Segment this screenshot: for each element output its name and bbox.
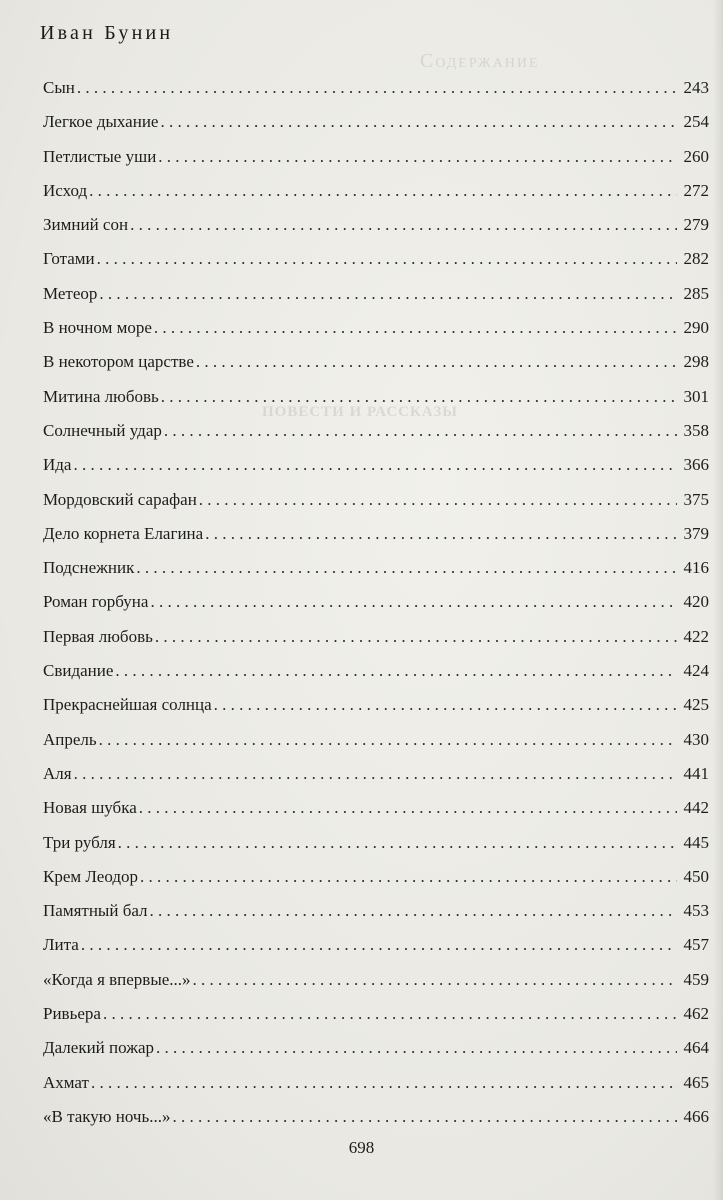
toc-entry [43,311,709,345]
toc-leader-dots [73,448,677,482]
toc-entry-page: 243 [683,78,709,97]
toc-entry-title: Роман горбуна [43,592,149,612]
toc-entry [43,928,709,962]
toc-entry-title: Ида [43,455,72,475]
toc-entry [43,860,709,894]
toc-entry-page: 375 [683,489,709,509]
toc-leader-dots [156,1031,677,1065]
toc-entry-page: 416 [683,558,709,578]
toc-leader-dots [139,791,677,825]
toc-entry-page: 301 [683,386,709,406]
toc-entry [43,242,709,276]
toc-entry-page: 298 [683,352,709,372]
toc-entry-title: Сын [43,78,75,97]
toc-entry-title: Свидание [43,661,114,681]
toc-entry [43,174,709,208]
toc-entry-title: Апрель [43,729,97,749]
toc-entry-page: 290 [683,318,709,338]
page-number: 698 [348,1138,375,1157]
toc-entry-page: 466 [683,1106,709,1126]
toc-leader-dots [77,71,677,105]
toc-entry [43,1100,709,1134]
toc-leader-dots [205,517,677,551]
toc-entry-title: Лита [43,935,79,955]
toc-entry-page: 457 [683,935,709,955]
toc-entry-title: Крем Леодор [43,866,139,886]
toc-leader-dots [118,826,677,860]
toc-entry [43,71,709,105]
toc-leader-dots [91,1066,677,1100]
toc-leader-dots [172,1100,677,1134]
toc-leader-dots [81,928,677,962]
toc-entry [43,723,709,757]
toc-leader-dots [214,688,677,722]
toc-leader-dots [160,105,677,139]
toc-leader-dots [74,757,677,791]
bleed-through-heading: Содержание [420,50,540,72]
toc-entry-page: 465 [683,1072,709,1092]
toc-entry [43,140,709,174]
toc-entry-title: Дело корнета Елагина [43,523,204,543]
toc-entry-page: 445 [683,832,709,852]
toc-entry-title: «Когда я впервые...» [43,969,191,989]
toc-entry-title: Исход [43,180,88,200]
running-header-author: Иван Бунин [40,22,174,44]
toc-entry-title: Метеор [43,283,98,303]
toc-entry-title: Новая шубка [43,798,137,818]
toc-entry [43,277,709,311]
toc-entry [43,688,709,722]
toc-entry-title: Солнечный удар [43,420,162,440]
toc-entry-page: 279 [683,215,709,235]
toc-leader-dots [155,620,677,654]
toc-leader-dots [130,208,677,242]
toc-entry [43,483,709,517]
toc-entry-title: Памятный бал [43,901,148,921]
toc-entry-page: 425 [683,695,709,715]
toc-entry-title: Первая любовь [43,626,153,646]
toc-leader-dots [103,997,677,1031]
toc-entry-title: Готами [43,249,95,269]
toc-entry-title: Подснежник [43,558,135,578]
toc-entry [43,826,709,860]
toc-entry [43,105,709,139]
toc-entry-page: 422 [683,626,709,646]
toc-leader-dots [199,483,677,517]
toc-entry [43,448,709,482]
toc-entry [43,380,709,414]
toc-entry-page: 260 [683,146,709,166]
toc-entry-title: Аля [43,763,72,783]
toc-entry-title: Прекраснейшая солнца [43,695,212,715]
toc-entry-page: 450 [683,866,709,886]
toc-entry [43,551,709,585]
toc-entry-page: 379 [683,523,709,543]
toc-entry-title: В ночном море [43,318,152,338]
toc-leader-dots [161,380,677,414]
toc-entry-page: 358 [683,420,709,440]
toc-entry [43,585,709,619]
toc-entry [43,757,709,791]
toc-entry [43,414,709,448]
toc-entry-title: Петлистые уши [43,146,157,166]
toc-entry-title: Митина любовь [43,386,159,406]
toc-entry [43,1031,709,1065]
toc-leader-dots [115,654,677,688]
toc-entry [43,654,709,688]
table-of-contents [43,71,709,1134]
toc-leader-dots [140,860,677,894]
toc-leader-dots [89,174,677,208]
toc-entry-page: 442 [683,798,709,818]
toc-entry [43,894,709,928]
toc-entry-title: Три рубля [43,832,116,852]
toc-entry-page: 441 [683,763,709,783]
toc-entry-title: Зимний сон [43,215,129,235]
toc-entry-title: Легкое дыхание [43,112,159,132]
toc-entry-page: 254 [683,112,709,132]
toc-leader-dots [196,345,677,379]
toc-entry-title: В некотором царстве [43,352,194,372]
toc-leader-dots [193,963,677,997]
page-edge-shadow [713,0,723,1200]
toc-entry [43,620,709,654]
toc-leader-dots [150,894,677,928]
toc-entry-page: 430 [683,729,709,749]
toc-leader-dots [150,585,677,619]
toc-entry-title: Далекий пожар [43,1038,154,1058]
toc-entry-page: 272 [683,180,709,200]
toc-entry [43,517,709,551]
toc-entry-title: Ахмат [43,1072,89,1092]
toc-entry-title: Ривьера [43,1004,101,1024]
toc-entry [43,963,709,997]
toc-entry [43,997,709,1031]
toc-entry-title: «В такую ночь...» [43,1106,171,1126]
toc-leader-dots [154,311,677,345]
toc-entry-page: 459 [683,969,709,989]
toc-leader-dots [136,551,677,585]
toc-entry [43,1066,709,1100]
toc-leader-dots [99,723,677,757]
toc-entry-page: 464 [683,1038,709,1058]
toc-entry-page: 366 [683,455,709,475]
toc-entry-page: 420 [683,592,709,612]
bleed-through-subheading: ПОВЕСТИ И РАССКАЗЫ [262,404,458,420]
toc-leader-dots [99,277,677,311]
toc-entry-page: 285 [683,283,709,303]
toc-leader-dots [158,140,677,174]
toc-leader-dots [97,242,677,276]
toc-entry-page: 282 [683,249,709,269]
toc-entry-page: 453 [683,901,709,921]
toc-entry [43,791,709,825]
toc-entry-page: 424 [683,661,709,681]
toc-entry [43,345,709,379]
toc-entry [43,208,709,242]
toc-entry-title: Мордовский сарафан [43,489,197,509]
toc-leader-dots [164,414,677,448]
toc-entry-page: 462 [683,1004,709,1024]
